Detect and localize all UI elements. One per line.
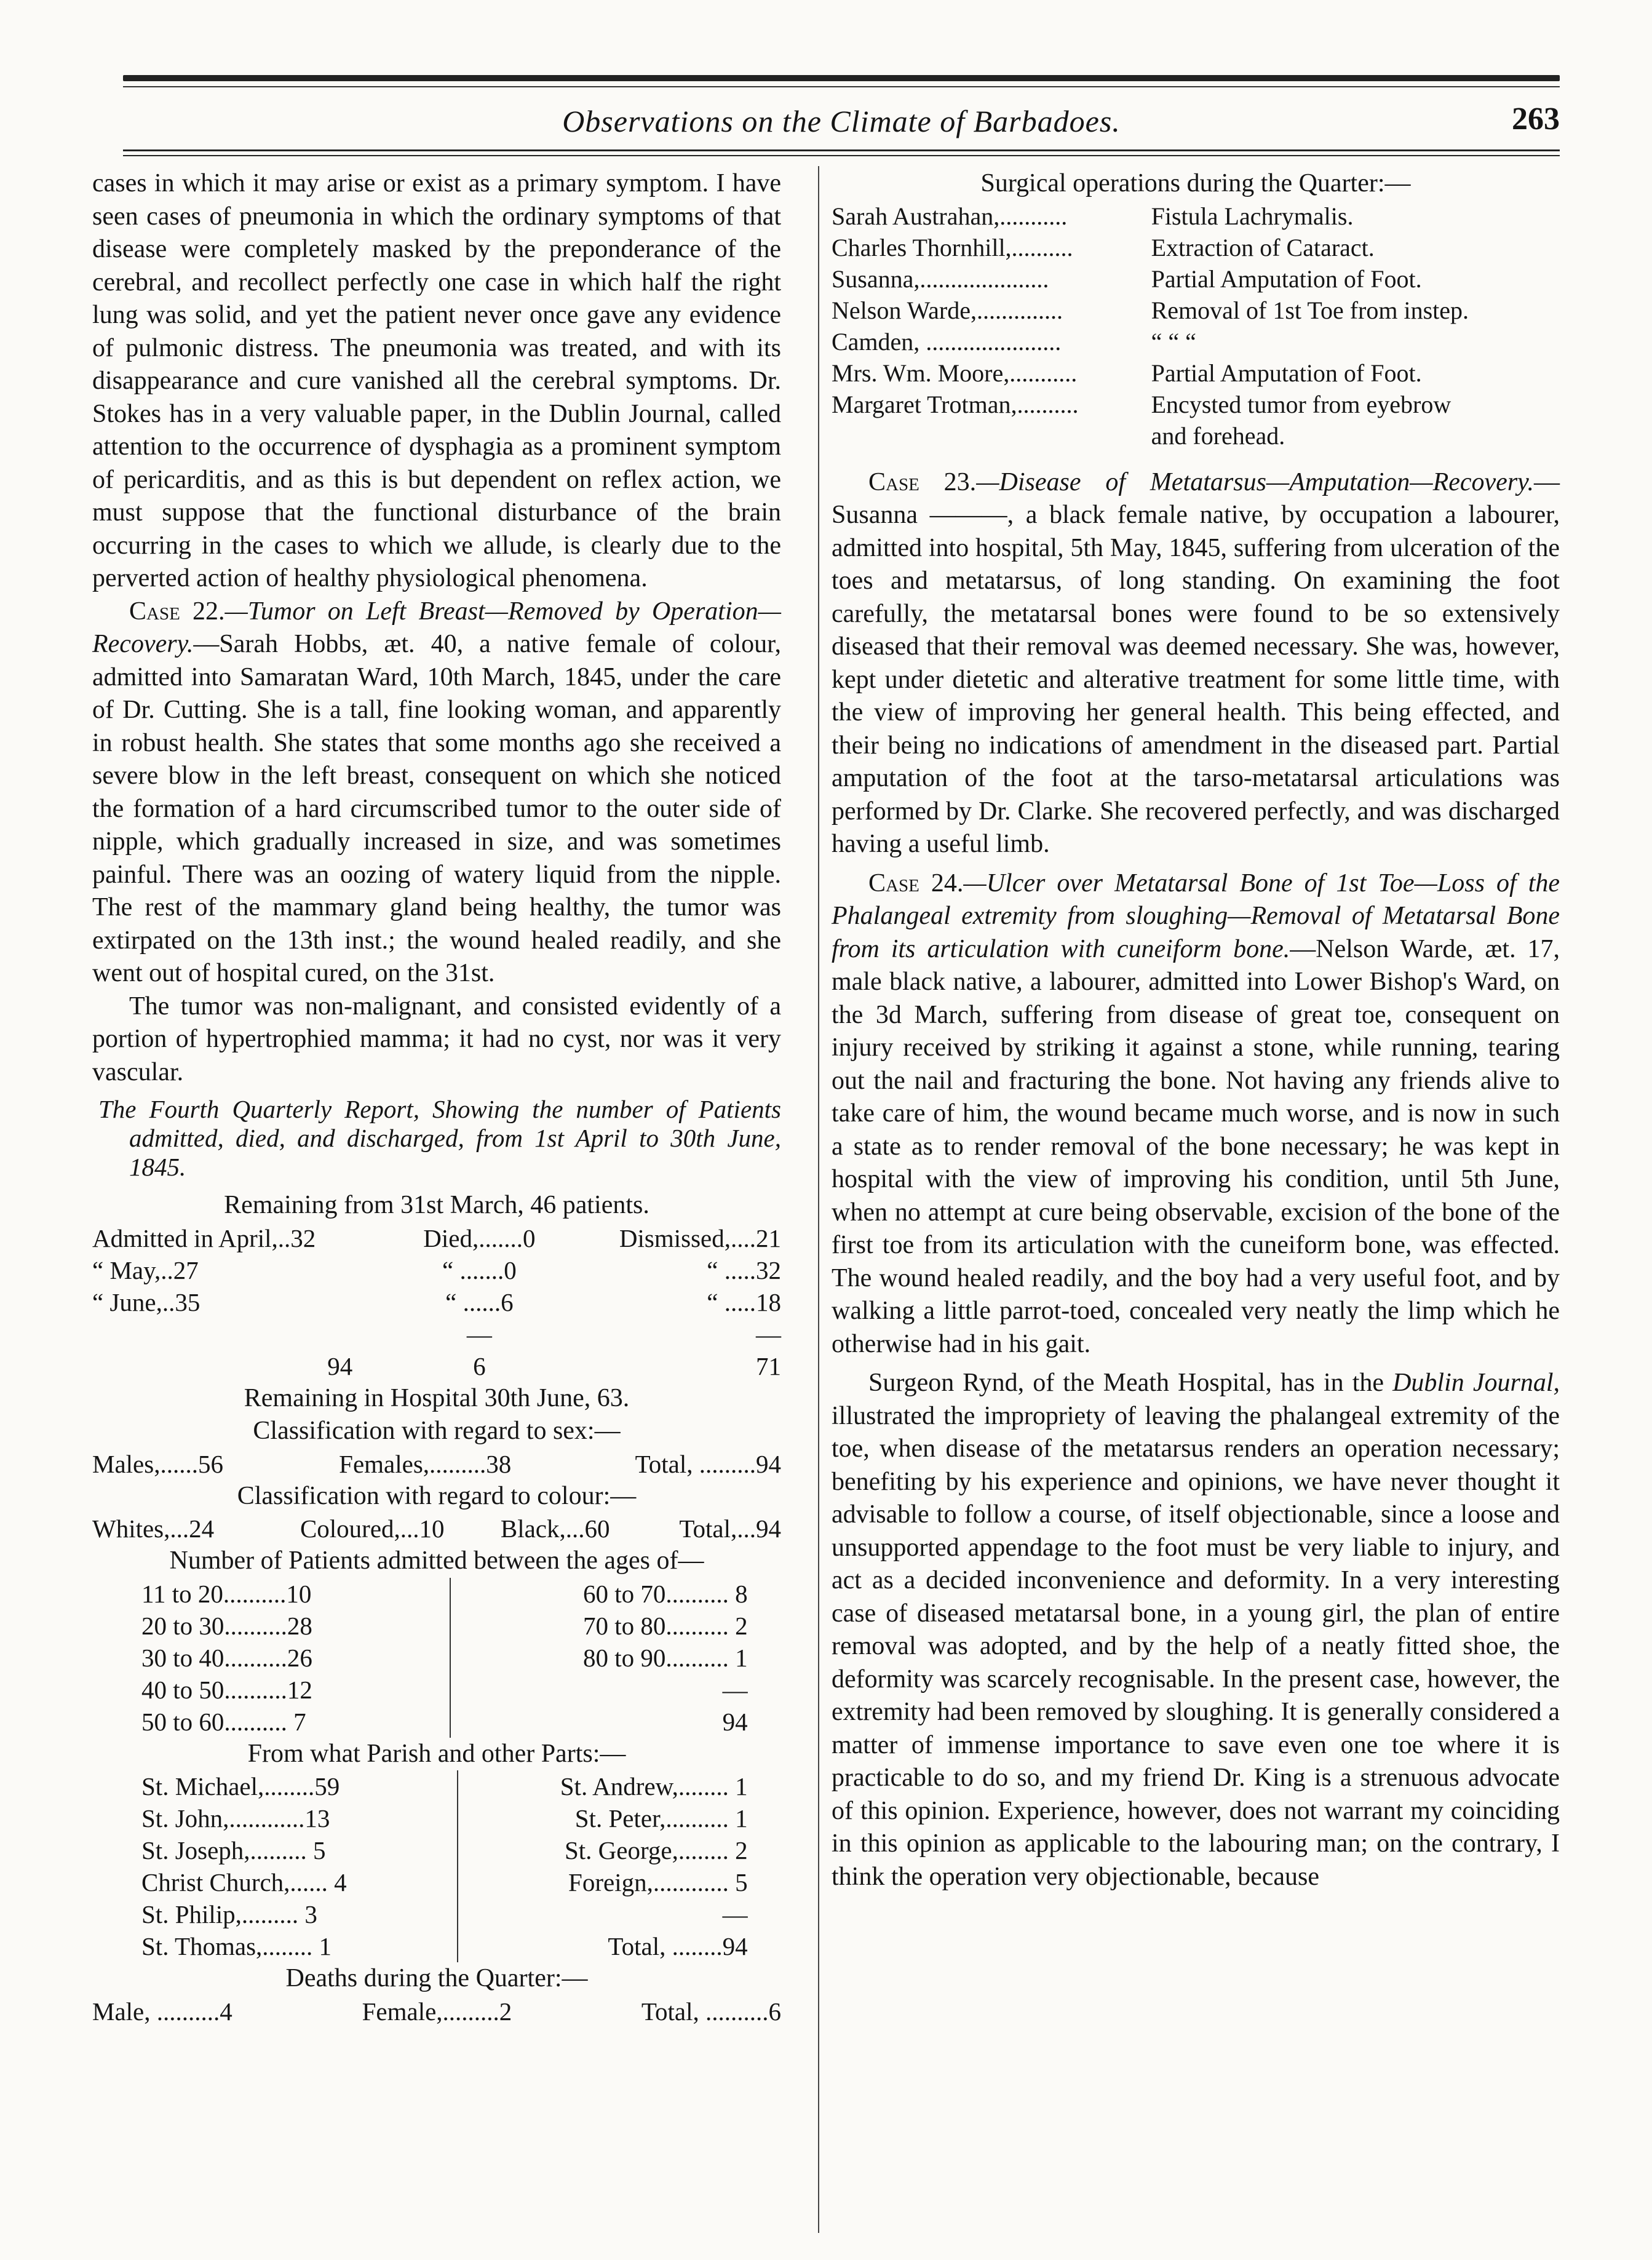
parish-row [141,1930,748,1962]
parish-row [141,1898,748,1930]
colour-black: Black,...60 [500,1514,610,1543]
top-rule [123,75,1560,81]
operation-patient: Nelson Warde,.............. [832,296,1063,324]
remaining-june: Remaining in Hospital 30th June, 63. [244,1383,630,1412]
parish-right-cell: Foreign,............ 5 [568,1868,748,1896]
operation-procedure: “ “ “ [1151,327,1196,356]
ages-left-cell: 30 to 40..........26 [141,1642,450,1674]
ages-heading: Number of Patients admitted between the ages of— [169,1546,704,1575]
rynd-journal: Dublin Journal, [1392,1369,1560,1397]
operation-procedure: Encysted tumor from eyebrow [1151,390,1451,418]
right-column [832,167,1560,1893]
operation-procedure: Fistula Lachrymalis. [1151,202,1354,230]
parish-right-cell: St. George,........ 2 [564,1836,748,1864]
remaining-march: Remaining from 31st March, 46 patients. [224,1191,649,1219]
parish-left-cell: St. Philip,......... 3 [141,1898,458,1930]
column-divider [818,166,819,2233]
deaths-total: Total, ..........6 [641,1997,781,2026]
case-23 [832,466,1560,861]
parish-row [141,1866,748,1898]
admissions-row [92,1222,781,1254]
running-title: Observations on the Climate of Barbadoes. [562,104,1121,138]
case-24-label: Case 24. [868,869,964,897]
ages-row [141,1706,748,1738]
operation-row [832,295,1560,326]
colour-whites: Whites,...24 [92,1514,215,1543]
deaths-female: Female,.........2 [362,1997,512,2026]
total-dismissed: 71 [756,1351,781,1380]
operation-patient: Charles Thornhill,.......... [832,233,1073,261]
total-admitted: 94 [327,1351,353,1380]
ages-right-cell: — [722,1675,748,1704]
parish-right-cell: Total, ........94 [608,1932,748,1960]
operation-patient: Mrs. Wm. Moore,........... [832,359,1078,387]
ages-row [141,1610,748,1642]
operation-procedure: and forehead. [1151,421,1285,450]
parish-left-cell: St. Thomas,........ 1 [141,1930,458,1962]
page-number: 263 [1512,101,1560,137]
parish-left-cell: St. Michael,........59 [141,1770,458,1802]
operation-row [832,232,1560,263]
page-header [123,98,1560,148]
parish-row [141,1770,748,1802]
left-column [92,167,781,2027]
case-22-title: —Tumor on Left Breast—Removed by Operation—Recovery. [92,597,781,658]
case-22-body: —Sarah Hobbs, æt. 40, a native female of colour, admitted into Samaratan Ward, 10th March, 1845, under the care of Dr. Cutting. She is a tall, fine looking woman, and apparently in robust health. She states that some months ago she received a severe blow in the left breast, consequent on which she noticed the formation of a hard circumscribed tumor to the outer side of nipple, which gradually increased in size, and was sometimes painful. There was an oozing of watery liquid from the nipple. The rest of the mammary gland being healthy, the tumor was extirpated on the 13th inst.; the wound healed readily, and she went out of hospital cured, on the 31st. [92,630,781,987]
dismissed-cell: “ .....18 [707,1287,781,1316]
sex-table [92,1448,781,1480]
operations-table [832,201,1560,452]
operation-row [832,263,1560,295]
top-rule-thin [123,86,1560,87]
parish-right-cell: St. Andrew,........ 1 [560,1772,748,1800]
operation-patient: Susanna,..................... [832,265,1049,293]
admissions-totals-row [92,1350,781,1382]
parish-left-cell: Christ Church,...... 4 [141,1866,458,1898]
ages-right-cell: 94 [722,1707,748,1736]
admissions-table [92,1222,781,1382]
ages-right-cell: 80 to 90.......... 1 [582,1643,748,1672]
total-died: 6 [473,1351,486,1380]
sex-total: Total, .........94 [635,1449,781,1478]
case-22-label: Case 22. [129,597,225,626]
sex-heading: Classification with regard to sex:— [253,1417,621,1445]
case-23-body: —Susanna ———, a black female native, by occupation a labourer, admitted into hospital, 5th May, 1845, suffering from ulceration of the toes and metatarsus, of long standing. On examining the foot carefully, the metatarsal bones were found to be so extensively diseased that their removal was deemed necessary. She was, however, kept under dietetic and alterative treatment for some little time, with the view of improving her general health. This being effected, and their being no indications of amendment in the diseased part. Partial amputation of the foot at the tarso-metatarsal articulations was performed by Dr. Clarke. She recovered perfectly, and was discharged having a useful limb. [832,468,1560,858]
ages-row [141,1578,748,1610]
admissions-rule-row: — — [466,1319,781,1348]
admissions-row [92,1254,781,1286]
parish-table [141,1770,748,1962]
parish-right-cell: St. Peter,.......... 1 [574,1804,748,1832]
operation-patient: Camden, ...................... [832,327,1062,356]
operation-patient [832,420,1149,452]
deaths-male: Male, ..........4 [92,1997,232,2026]
case-23-title: —Disease of Metatarsus—Amputation—Recovery. [976,468,1534,496]
operation-procedure: Partial Amputation of Foot. [1151,265,1422,293]
operation-procedure: Extraction of Cataract. [1151,233,1375,261]
operation-row [832,357,1560,389]
colour-coloured: Coloured,...10 [300,1514,445,1543]
colour-heading: Classification with regard to colour:— [237,1481,637,1510]
paragraph-surgeon-rynd [832,1367,1560,1893]
deaths-heading: Deaths during the Quarter:— [285,1964,588,1992]
ages-table [141,1578,748,1738]
parish-row [141,1802,748,1834]
parish-left-cell: St. Joseph,......... 5 [141,1834,458,1866]
ages-left-cell: 40 to 50..........12 [141,1674,450,1706]
dismissed-cell: “ .....32 [707,1255,781,1284]
operation-procedure: Removal of 1st Toe from instep. [1151,296,1469,324]
colour-table [92,1513,781,1545]
admitted-cell: Admitted in April,..32 [92,1224,316,1252]
operation-patient: Sarah Austrahan,........... [832,202,1068,230]
rynd-text-a: Surgeon Rynd, of the Meath Hospital, has in the [868,1369,1393,1397]
case-22 [92,595,781,990]
died-cell: Died,.......0 [423,1224,536,1252]
colour-total: Total,...94 [679,1514,781,1543]
case-24 [832,867,1560,1361]
operation-row [832,201,1560,232]
operations-heading: Surgical operations during the Quarter:— [980,169,1411,197]
header-rule [123,149,1560,156]
case-24-body: —Nelson Warde, æt. 17, male black native, a labourer, admitted into Lower Bishop's Ward, on the 3d March, suffering from disease of great toe, consequent on injury received by striking it against a stone, while running, tearing out the nail and fracturing the bone. Not having any friends alive to take care of him, the wound became much worse, and is now in such a state as to render removal of the bone necessary; he was kept in hospital with the view of improving his condition, until 5th June, when no attempt at cure being observable, excision of the bone of the first toe from its articulation with the cuneiform bone, was effected. The wound healed readily, and the boy had a very useful foot, and by walking a little parrot-toed, concealed very neatly the limp which he otherwise had in his gait. [832,934,1560,1358]
sex-females: Females,.........38 [339,1449,512,1478]
ages-right-cell: 70 to 80.......... 2 [582,1611,748,1640]
operation-row [832,326,1560,357]
sex-males: Males,......56 [92,1449,223,1478]
operation-row [832,389,1560,420]
parish-left-cell: St. John,............13 [141,1802,458,1834]
parish-heading: From what Parish and other Parts:— [247,1739,626,1768]
parish-right-cell: — [722,1900,748,1928]
ages-row [141,1674,748,1706]
paragraph-cerebral-symptoms: cases in which it may arise or exist as a primary symptom. I have seen cases of pneumonia in which the ordinary symptoms of that disease were completely masked by the preponderance of the cerebral, and recollect perfectly one case in which half the right lung was solid, and yet the patient never once gave any evidence of pulmonic distress. The pneumonia was treated, and with its disappearance and cure vanished all the cerebral symptoms. Dr. Stokes has in a very valuable paper, in the Dublin Journal, called attention to the occurrence of dysphagia as a prominent symptom of pericarditis, and as this is but dependent on reflex action, we must suppose that the functional disturbance of the brain occurring in the cases to which we allude, is clearly due to the perverted action of healthy physiological phenomena. [92,169,781,592]
paragraph-tumor-non-malignant: The tumor was non-malignant, and consisted evidently of a portion of hypertrophied mamma; it had no cyst, nor was it very vascular. [92,992,781,1086]
ages-left-cell: 11 to 20..........10 [141,1578,450,1610]
operation-row [832,420,1560,452]
operation-procedure: Partial Amputation of Foot. [1151,359,1422,387]
ages-row [141,1642,748,1674]
case-24-title: —Ulcer over Metatarsal Bone of 1st Toe—Loss of the Phalangeal extremity from sloughing—Removal of Metatarsal Bone from its articulation with cuneiform bone. [832,869,1560,963]
operation-patient: Margaret Trotman,.......... [832,390,1079,418]
deaths-table [92,1995,781,2027]
died-cell: “ .......0 [442,1255,517,1284]
ages-left-cell: 20 to 30..........28 [141,1610,450,1642]
admitted-cell: “ June,..35 [92,1287,201,1316]
died-cell: “ ......6 [445,1287,514,1316]
ages-left-cell: 50 to 60.......... 7 [141,1706,450,1738]
admitted-cell: “ May,..27 [92,1255,199,1284]
case-23-label: Case 23. [868,468,977,496]
ages-right-cell: 60 to 70.......... 8 [582,1579,748,1608]
rynd-text-b: illustrated the impropriety of leaving the phalangeal extremity of the toe, when disease of the metatarsus renders an operation necessary; benefiting by his experience and opinions, we have never thought it advisable to follow a course, of itself objectionable, since a loose and unsupported appendage to the foot must be very liable to injury, and act as a decided inconvenience and deformity. In a very interesting case of diseased metatarsal bone, in a young girl, the plan of entire removal was adopted, and by the help of a neatly fitted shoe, the deformity was scarcely recognisable. In the present case, however, the extremity had been removed by sloughing. It is generally considered a matter of immense importance to save even one toe where it is practicable to do so, and my friend Dr. King is a strenuous advocate of this opinion. Experience, however, does not warrant my coinciding in this opinion as applicable to the labouring man; on the contrary, I think the operation very objectionable, because [832,1401,1560,1891]
parish-row [141,1834,748,1866]
admissions-row [92,1286,781,1318]
dismissed-cell: Dismissed,....21 [619,1224,781,1252]
quarterly-report-title: The Fourth Quarterly Report, Showing the number of Patients admitted, died, and discharged, from 1st April to 30th June, 1845. [98,1095,781,1181]
